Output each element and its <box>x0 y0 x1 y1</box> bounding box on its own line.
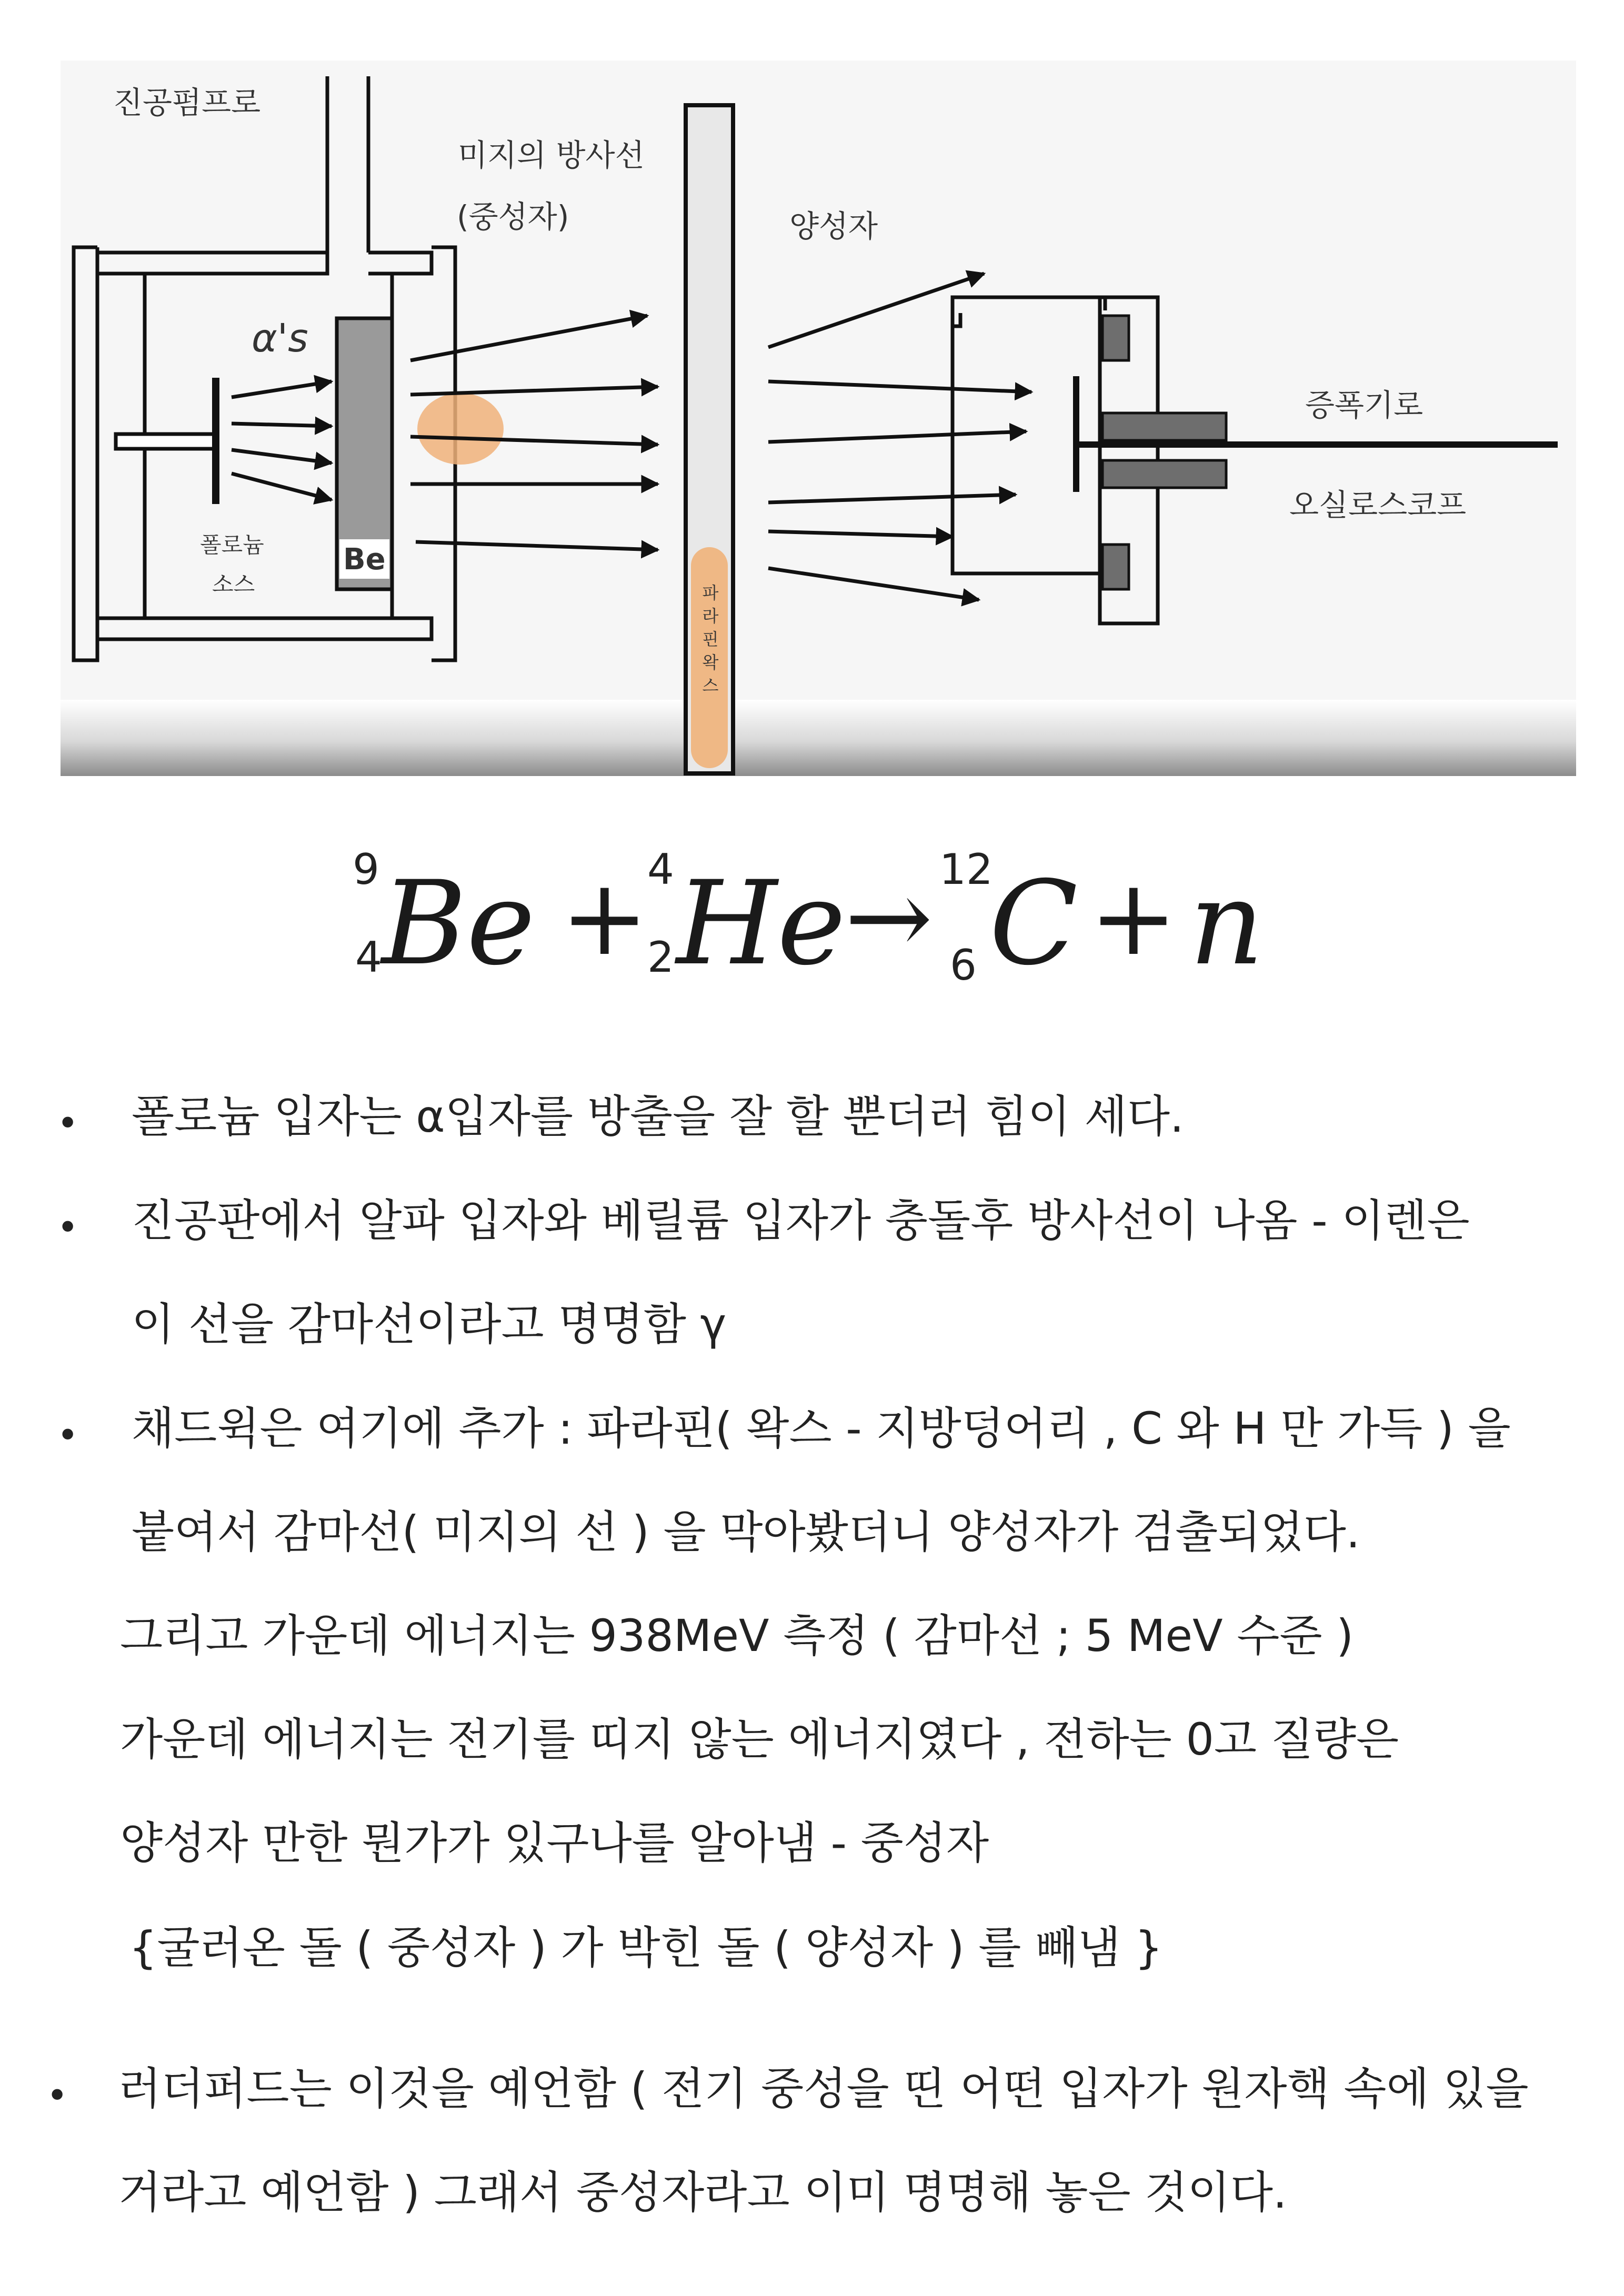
label-vacuum-pump: 진공펌프로 <box>113 85 261 120</box>
c-mass-number: 12 <box>939 845 993 894</box>
bullet-4: • <box>46 2074 68 2117</box>
label-paraffin-wax: 파라핀왁스 <box>699 584 719 700</box>
label-oscilloscope: 오실로스코프 <box>1289 487 1467 523</box>
note-line-2: 진공판에서 알파 입자와 베릴륨 입자가 충돌후 방사선이 나옴 - 이렌은 <box>132 1195 1470 1246</box>
bullet-1: • <box>57 1102 79 1145</box>
he-mass-number: 4 <box>647 845 674 894</box>
he-atomic-number: 2 <box>647 933 674 982</box>
label-unknown-radiation: 미지의 방사선 <box>458 137 645 173</box>
chadwick-experiment-diagram <box>0 0 1624 779</box>
note-line-8: 양성자 만한 뭔가가 있구나를 알아냄 - 중성자 <box>120 1817 989 1869</box>
note-line-6: 그리고 가운데 에너지는 938MeV 측정 ( 감마선 ; 5 MeV 수준 ) <box>120 1610 1354 1661</box>
label-alphas: α's <box>252 316 308 361</box>
label-source: 소스 <box>212 571 255 597</box>
note-line-1: 폴로늄 입자는 α입자를 방출을 잘 할 뿐더러 힘이 세다. <box>132 1091 1184 1142</box>
label-beryllium: Be <box>343 542 386 577</box>
label-amplifier: 증폭기로 <box>1305 387 1423 423</box>
he-symbol: He <box>676 856 846 991</box>
reaction-arrow: → <box>845 857 933 979</box>
note-line-4: 채드윅은 여기에 추가 : 파라핀( 왁스 - 지방덩어리 , C 와 H 만 가득 ) 을 <box>132 1403 1511 1454</box>
neutron-symbol: n <box>1189 856 1264 991</box>
label-polonium: 폴로늄 <box>200 532 264 558</box>
note-line-10: 러더퍼드는 이것을 예언함 ( 전기 중성을 띤 어떤 입자가 원자핵 속에 있을 <box>118 2063 1529 2114</box>
bullet-3: • <box>57 1414 79 1457</box>
label-proton: 양성자 <box>789 208 878 244</box>
be-mass-number: 9 <box>353 845 379 894</box>
detector-bottom-block <box>1102 545 1129 589</box>
label-neutron: (중성자) <box>457 199 569 235</box>
amplifier-cable-lower <box>1102 460 1226 488</box>
plus-sign-2: + <box>1089 857 1178 979</box>
note-line-3: 이 선을 감마선이라고 명명함 γ <box>132 1298 727 1350</box>
detector-top-block <box>1102 316 1129 360</box>
bullet-2: • <box>57 1206 79 1249</box>
nuclear-reaction-equation <box>337 834 1284 992</box>
highlight-blob-chamber <box>417 393 504 465</box>
note-line-7: 가운데 에너지는 전기를 띠지 않는 에너지였다 , 전하는 0고 질량은 <box>120 1714 1399 1765</box>
plus-sign-1: + <box>560 857 649 979</box>
be-atomic-number: 4 <box>355 933 382 982</box>
amplifier-cable-upper <box>1102 413 1226 440</box>
floor-shadow <box>61 700 1576 776</box>
note-line-11: 거라고 예언함 ) 그래서 중성자라고 이미 명명해 놓은 것이다. <box>118 2167 1287 2218</box>
be-symbol: Be <box>382 856 535 991</box>
c-symbol: C <box>989 856 1078 991</box>
note-line-9: {굴러온 돌 ( 중성자 ) 가 박힌 돌 ( 양성자 ) 를 빼냄 } <box>129 1922 1163 1973</box>
note-line-5: 붙여서 감마선( 미지의 선 ) 을 막아봤더니 양성자가 검출되었다. <box>132 1506 1360 1558</box>
c-atomic-number: 6 <box>950 941 977 990</box>
